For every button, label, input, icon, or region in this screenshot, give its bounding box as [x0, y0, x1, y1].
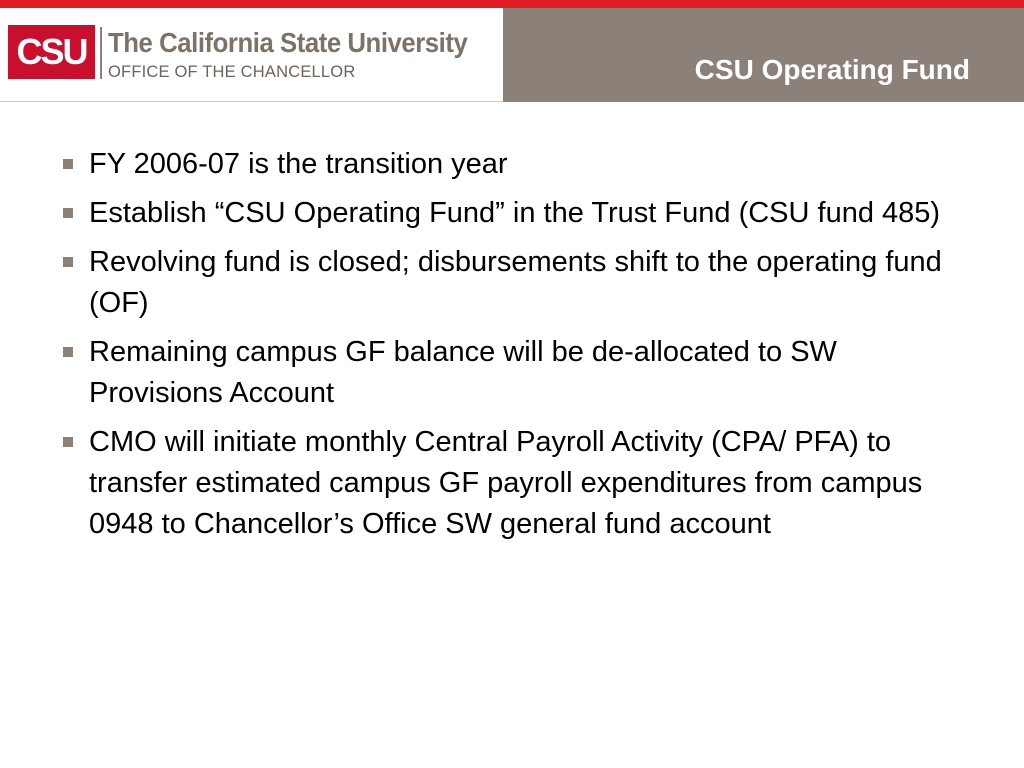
- square-bullet-icon: [63, 347, 73, 357]
- bullet-item: [60, 332, 960, 414]
- csu-logo: CSU: [8, 25, 95, 79]
- bullet-text: Revolving fund is closed; disbursements shift to the operating fund (OF): [89, 246, 942, 319]
- slide-title: CSU Operating Fund: [694, 54, 970, 85]
- bullet-item: [60, 193, 960, 234]
- bullet-item: [60, 242, 960, 324]
- bullet-item: [60, 144, 960, 185]
- square-bullet-icon: [63, 208, 73, 218]
- square-bullet-icon: [63, 437, 73, 447]
- logo-divider: [100, 27, 102, 79]
- bullet-text: FY 2006-07 is the transition year: [89, 148, 508, 180]
- top-accent-stripe: [0, 0, 1024, 8]
- title-bar: [503, 8, 1024, 102]
- office-name: OFFICE OF THE CHANCELLOR: [108, 63, 356, 81]
- header-logo-area: [0, 8, 503, 102]
- university-name: The California State University: [108, 27, 468, 58]
- bullet-text: CMO will initiate monthly Central Payroll Activity (CPA/ PFA) to transfer estimated campus GF payroll expenditures from campus 0948 to Chancellor’s Office SW general fund account: [89, 426, 923, 540]
- bullet-list: [60, 144, 960, 553]
- square-bullet-icon: [63, 159, 73, 169]
- bullet-text: Remaining campus GF balance will be de-allocated to SW Provisions Account: [89, 336, 837, 409]
- square-bullet-icon: [63, 257, 73, 267]
- bullet-item: [60, 422, 960, 545]
- bullet-text: Establish “CSU Operating Fund” in the Trust Fund (CSU fund 485): [89, 197, 941, 229]
